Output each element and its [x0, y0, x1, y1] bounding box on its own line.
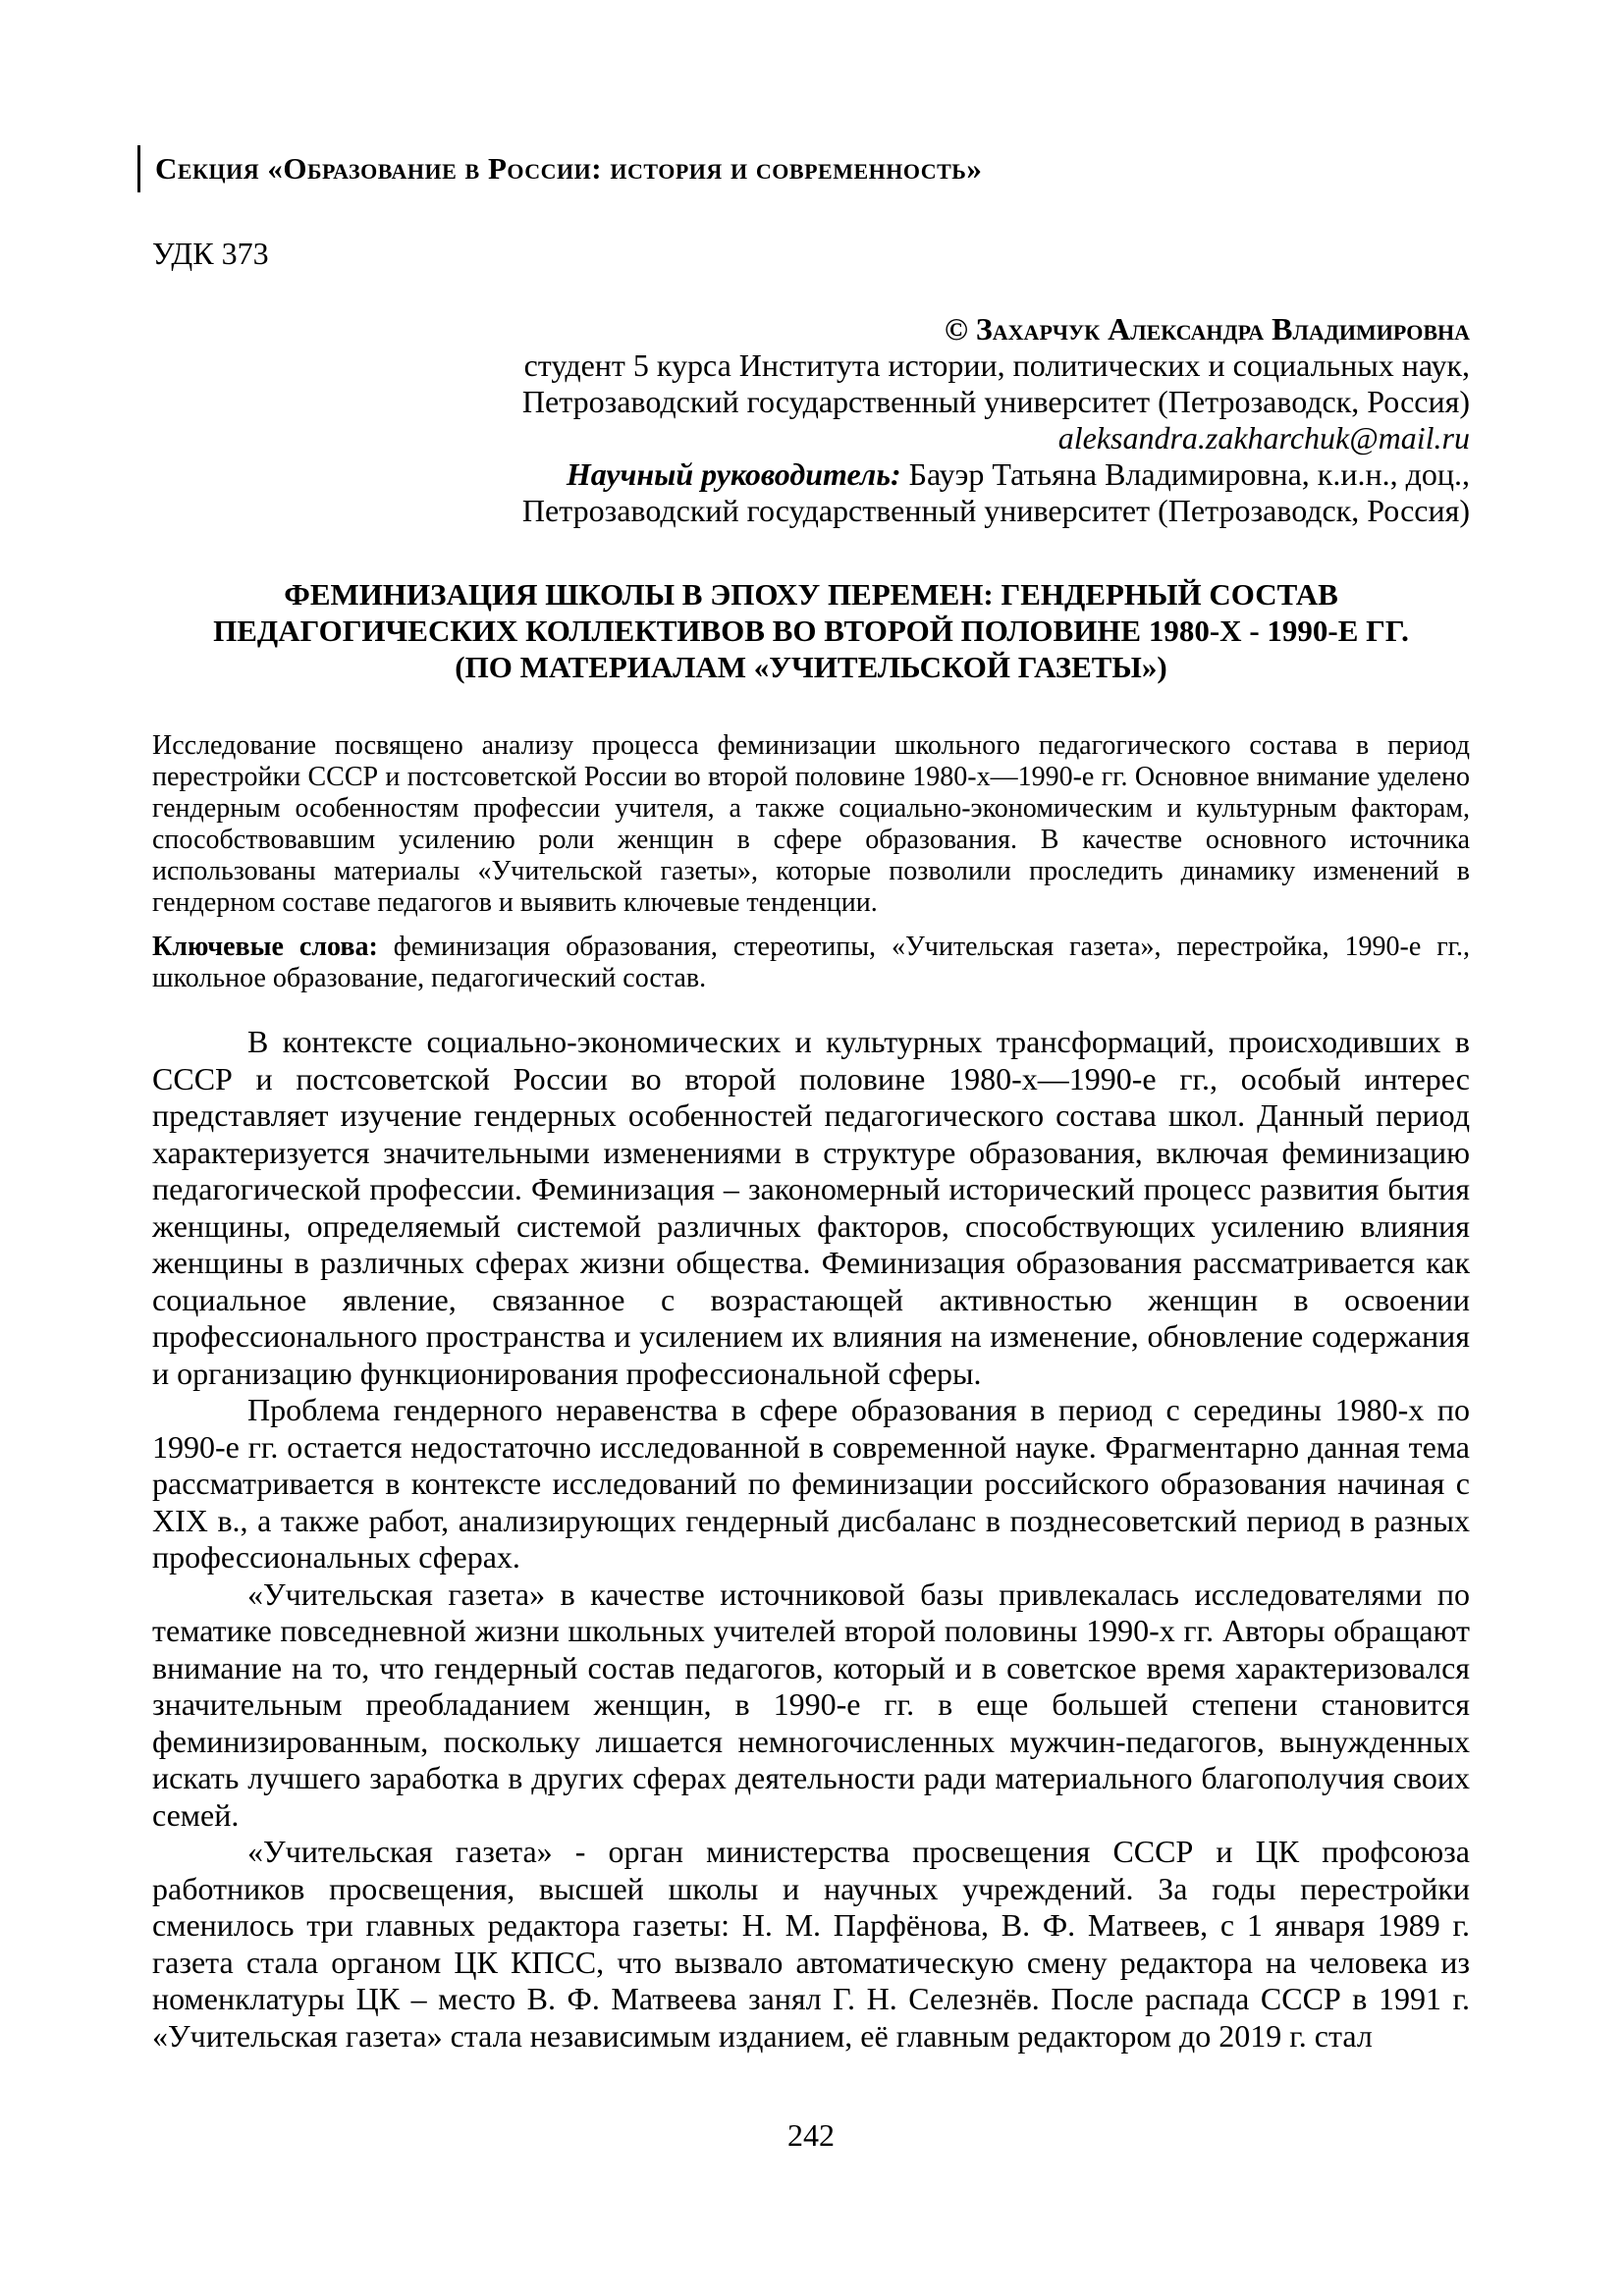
keywords-text: феминизация образования, стереотипы, «Учительская газета», перестройка, 1990-е гг., школьное образование, педагогический состав. [152, 932, 1470, 993]
author-block [152, 311, 1470, 529]
page-number: 242 [787, 2117, 835, 2153]
advisor-name: Бауэр Татьяна Владимировна, к.и.н., доц., [900, 456, 1470, 492]
body-paragraph: «Учительская газета» в качестве источниковой базы привлекалась исследователями по тематике повседневной жизни школьных учителей второй половины 1990-х гг. Авторы обращают внимание на то, что гендерный состав педагогов, который и в советское время характеризовался значительным преобладанием женщин, в 1990-е гг. в еще большей степени становится феминизированным, поскольку лишается немногочисленных мужчин-педагогов, вынужденных искать лучшего заработка в других сферах деятельности ради материального благополучия своих семей. [152, 1575, 1470, 1833]
paper-title-line-3: (ПО МАТЕРИАЛАМ «УЧИТЕЛЬСКОЙ ГАЗЕТЫ») [455, 650, 1167, 684]
author-email: aleksandra.zakharchuk@mail.ru [1057, 420, 1470, 455]
advisor-label: Научный руководитель: [566, 456, 901, 492]
body-paragraph: В контексте социально-экономических и культурных трансформаций, происходивших в СССР и постсоветской России во второй половине 1980-х—1990-е гг., особый интерес представляет изучение гендерных особенностей педагогического состава школ. Данный период характеризуется значительными изменениями в структуре образования, включая феминизацию педагогической профессии. Феминизация – закономерный исторический процесс развития бытия женщины, определяемый системой различных факторов, способствующих усилению влияния женщины в различных сферах жизни общества. Феминизация образования рассматривается как социальное явление, связанное с возрастающей активностью женщин в освоении профессионального пространства и усилением их влияния на изменение, обновление содержания и организацию функционирования профессиональной сферы. [152, 1024, 1470, 1391]
body-paragraph: «Учительская газета» - орган министерства просвещения СССР и ЦК профсоюза работников просвещения, высшей школы и научных учреждений. За годы перестройки сменилось три главных редактора газеты: Н. М. Парфёнова, В. Ф. Матвеев, с 1 января 1989 г. газета стала органом ЦК КПСС, что вызвало автоматическую смену редактора на человека из номенклатуры ЦК – место В. Ф. Матвеева занял Г. Н. Селезнёв. После распада СССР в 1991 г. «Учительская газета» стала независимым изданием, её главным редактором до 2019 г. стал [152, 1834, 1470, 2054]
advisor-affiliation: Петрозаводский государственный университет (Петрозаводск, Россия) [521, 493, 1470, 528]
paper-title-line-1: ФЕМИНИЗАЦИЯ ШКОЛЫ В ЭПОХУ ПЕРЕМЕН: ГЕНДЕРНЫЙ СОСТАВ [284, 577, 1338, 612]
author-name: © Захарчук Александра Владимировна [944, 311, 1470, 347]
author-role: студент 5 курса Института истории, политических и социальных наук, [523, 347, 1470, 383]
keywords-label: Ключевые слова: [152, 932, 378, 962]
section-header: Секция «Образование в России: история и современность» [137, 145, 1470, 192]
paper-title [152, 576, 1470, 685]
body-text [152, 1024, 1470, 2055]
author-affiliation: Петрозаводский государственный университет (Петрозаводск, Россия) [521, 384, 1470, 419]
keywords-block [152, 932, 1470, 994]
body-paragraph: Проблема гендерного неравенства в сфере образования в период с середины 1980-х по 1990-е гг. остается недостаточно исследованной в современной науке. Фрагментарно данная тема рассматривается в контексте исследований по феминизации российского образования начиная с XIX в., а также работ, анализирующих гендерный дисбаланс в позднесоветский период в разных профессиональных сферах. [152, 1392, 1470, 1575]
abstract-text: Исследование посвящено анализу процесса феминизации школьного педагогического состава в период перестройки СССР и постсоветской России во второй половине 1980-х—1990-е гг. Основное внимание уделено гендерным особенностям профессии учителя, а также социально-экономическим и культурным факторам, способствовавшим усилению роли женщин в сфере образования. В качестве основного источника использованы материалы «Учительской газеты», которые позволили проследить динамику изменений в гендерном составе педагогов и выявить ключевые тенденции. [152, 730, 1470, 918]
advisor-line [152, 456, 1470, 493]
paper-title-line-2: ПЕДАГОГИЧЕСКИХ КОЛЛЕКТИВОВ ВО ВТОРОЙ ПОЛОВИНЕ 1980-Х - 1990-Е ГГ. [213, 614, 1409, 648]
udc-label: УДК 373 [152, 236, 269, 271]
